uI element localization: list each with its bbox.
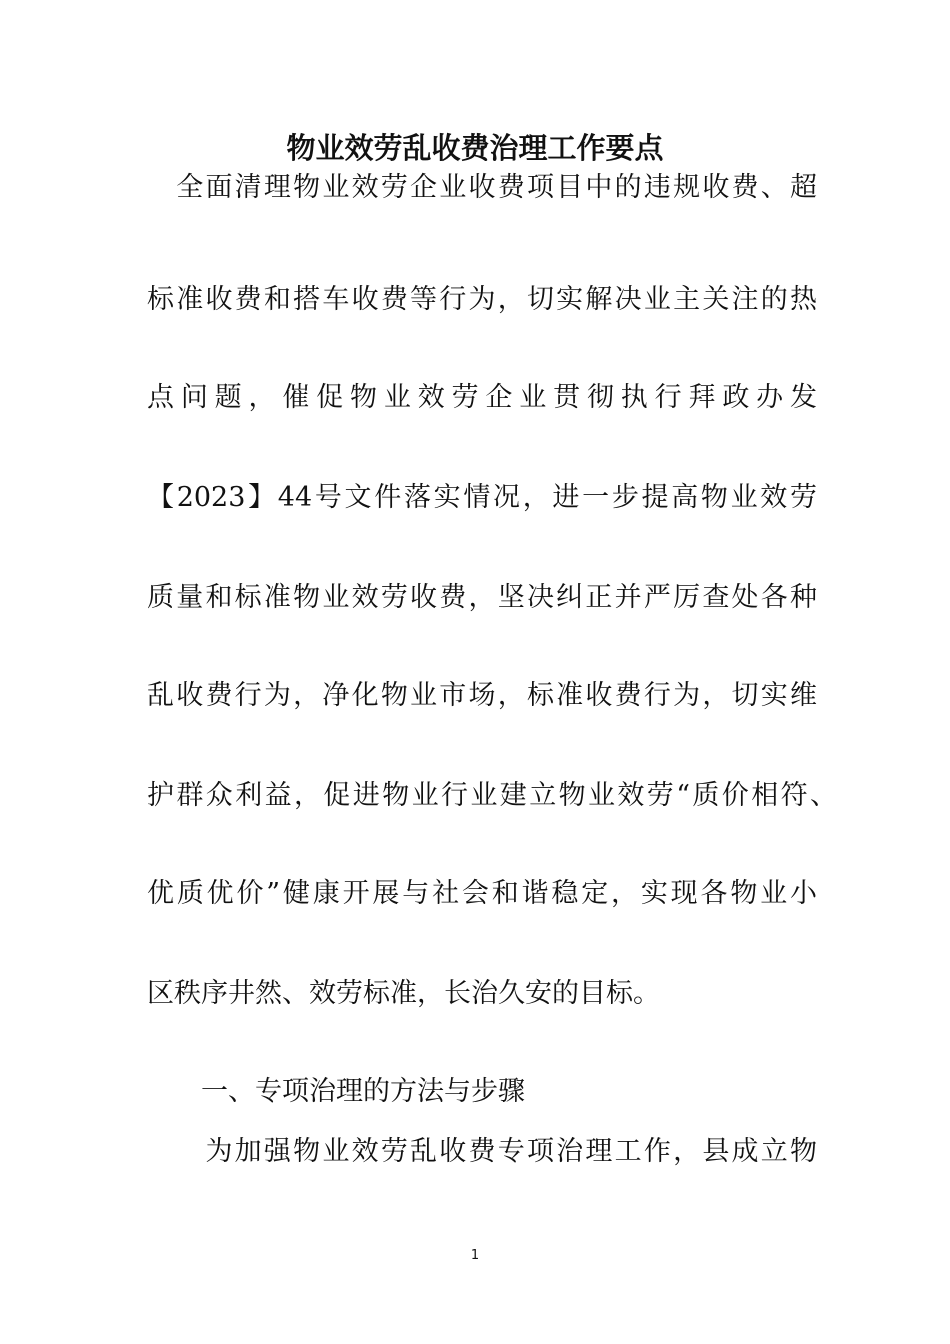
paragraph-line: 点问题，催促物业效劳企业贯彻执行拜政办发 bbox=[147, 382, 817, 413]
paragraph-line: 全面清理物业效劳企业收费项目中的违规收费、超 bbox=[147, 172, 817, 203]
paragraph-line: 区秩序井然、效劳标准，长治久安的目标。 bbox=[147, 978, 660, 1009]
paragraph-line: 护群众利益，促进物业行业建立物业效劳“质价相符、 bbox=[147, 780, 837, 811]
paragraph-line: 为加强物业效劳乱收费专项治理工作，县成立物 bbox=[147, 1136, 817, 1167]
paragraph-line: 质量和标准物业效劳收费，坚决纠正并严厉查处各种 bbox=[147, 582, 817, 613]
section-heading: 一、专项治理的方法与步骤 bbox=[147, 1076, 525, 1107]
page-number: 1 bbox=[470, 1248, 480, 1263]
paragraph-line: 优质优价”健康开展与社会和谐稳定，实现各物业小 bbox=[147, 878, 817, 909]
paragraph-line: 标准收费和搭车收费等行为，切实解决业主关注的热 bbox=[147, 284, 817, 315]
paragraph-line: 【2023】44号文件落实情况，进一步提高物业效劳 bbox=[147, 482, 817, 513]
document-title: 物业效劳乱收费治理工作要点 bbox=[286, 131, 664, 165]
paragraph-line: 乱收费行为，净化物业市场，标准收费行为，切实维 bbox=[147, 680, 817, 711]
